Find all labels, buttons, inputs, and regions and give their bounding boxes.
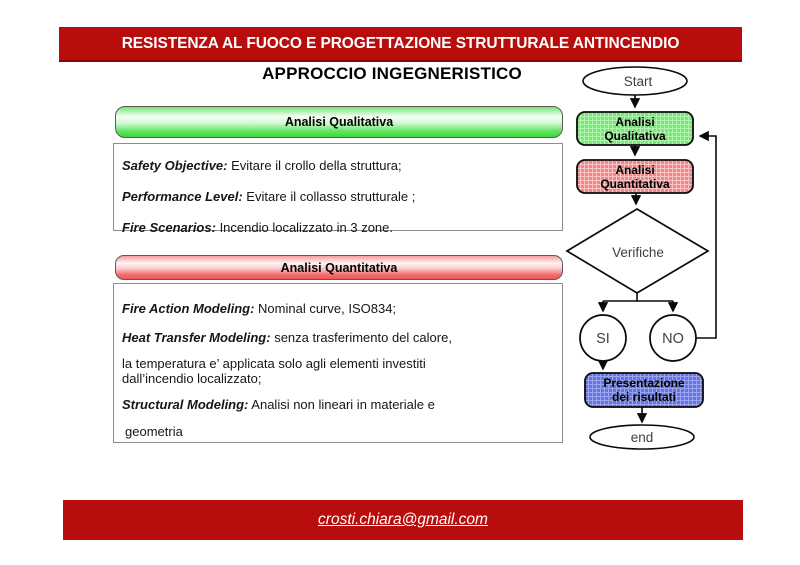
fire-action-label: Fire Action Modeling: xyxy=(122,301,255,316)
page-title: APPROCCIO INGEGNERISTICO xyxy=(262,64,522,83)
fire-scenarios-label: Fire Scenarios: xyxy=(122,220,216,235)
performance-level-row xyxy=(122,181,554,212)
safety-objective-label: Safety Objective: xyxy=(122,158,228,173)
fire-action-text: Nominal curve, ISO834; xyxy=(258,301,397,316)
feedback-no-to-qualitative xyxy=(696,136,716,338)
header-banner xyxy=(59,27,742,62)
safety-objective-row xyxy=(122,150,554,181)
performance-level-label: Performance Level: xyxy=(122,189,243,204)
heat-transfer-text-line2: la temperatura e’ applicata solo agli elementi investiti xyxy=(122,356,426,371)
quantitative-node-line1: Analisi xyxy=(615,163,655,177)
si-label: SI xyxy=(596,331,610,347)
qualitative-banner-label: Analisi Qualitativa xyxy=(284,115,394,129)
footer-banner xyxy=(63,500,743,540)
heat-transfer-text-line3: dall’incendio localizzato; xyxy=(122,371,262,386)
quantitative-node-line2: Quantitativa xyxy=(600,177,670,191)
flowchart xyxy=(550,60,755,460)
quantitative-box xyxy=(113,283,563,443)
safety-objective-text: Evitare il crollo della struttura; xyxy=(231,158,402,173)
qualitative-node-line2: Qualitativa xyxy=(604,129,666,143)
qualitative-node-line1: Analisi xyxy=(615,115,655,129)
email-link[interactable]: crosti.chiara@gmail.com xyxy=(318,511,488,528)
header-title: RESISTENZA AL FUOCO E PROGETTAZIONE STRUTTURALE ANTINCENDIO xyxy=(121,34,680,52)
end-label: end xyxy=(630,430,654,445)
quantitative-banner-label: Analisi Quantitativa xyxy=(280,260,398,275)
heat-transfer-label: Heat Transfer Modeling: xyxy=(122,329,271,345)
results-node-line1: Presentazione xyxy=(603,376,685,390)
performance-level-text: Evitare il collasso strutturale ; xyxy=(246,189,416,204)
fire-scenarios-text: Incendio localizzato in 3 zone. xyxy=(219,220,394,235)
quantitative-banner xyxy=(115,255,563,280)
structural-modeling-text-line1: Analisi non lineari in materiale e xyxy=(251,397,435,412)
fire-scenarios-row xyxy=(122,212,554,243)
structural-modeling-paragraph xyxy=(122,395,554,415)
fire-action-paragraph xyxy=(122,299,554,319)
qualitative-banner xyxy=(115,106,563,138)
no-label: NO xyxy=(662,331,684,347)
structural-modeling-label: Structural Modeling: xyxy=(122,397,249,412)
start-label: Start xyxy=(623,74,653,89)
structural-modeling-text-line2: geometria xyxy=(125,423,183,439)
qualitative-box xyxy=(113,143,563,235)
heat-transfer-paragraph xyxy=(122,328,554,348)
connector-decision-split-left xyxy=(603,293,637,301)
decision-label: Verifiche xyxy=(612,245,664,260)
results-node-line2: dei risultati xyxy=(611,390,677,404)
heat-transfer-text-line1: senza trasferimento del calore, xyxy=(274,329,452,345)
